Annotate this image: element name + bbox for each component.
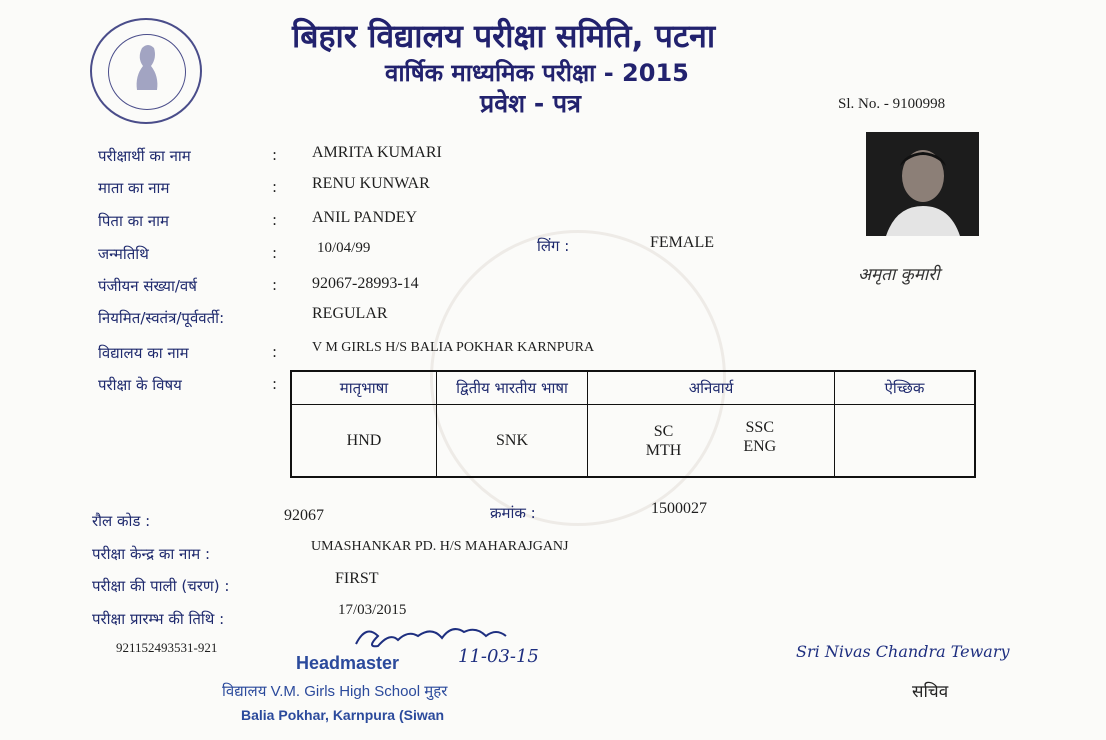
shift-value: FIRST bbox=[335, 570, 379, 587]
centre-name: UMASHANKAR PD. H/S MAHARAJGANJ bbox=[311, 539, 569, 554]
secretary-signature: Sri Nivas Chandra Tewary bbox=[796, 642, 1010, 661]
roll-code: 92067 bbox=[284, 507, 324, 524]
category-label: नियमित/स्वतंत्र/पूर्ववर्ती: bbox=[98, 309, 225, 327]
subject-code: SSC bbox=[745, 418, 774, 436]
gender-label: लिंग : bbox=[537, 237, 570, 255]
header-optional: ऐच्छिक bbox=[835, 371, 976, 405]
subjects-table bbox=[290, 370, 976, 478]
compulsory-cell bbox=[588, 405, 835, 478]
candidate-signature: अमृता कुमारी bbox=[858, 265, 940, 285]
shift-label: परीक्षा की पाली (चरण) : bbox=[92, 577, 230, 595]
signature-date: 11-03-15 bbox=[458, 646, 539, 667]
candidate-photo bbox=[866, 132, 979, 236]
father-name-label: पिता का नाम bbox=[98, 212, 169, 230]
father-name: ANIL PANDEY bbox=[312, 209, 418, 226]
header-compulsory: अनिवार्य bbox=[588, 371, 835, 405]
candidate-name: AMRITA KUMARI bbox=[312, 144, 442, 161]
serial-no-label: क्रमांक : bbox=[490, 504, 536, 522]
start-date-label: परीक्षा प्रारम्भ की तिथि : bbox=[92, 610, 225, 628]
roll-code-label: रौल कोड : bbox=[92, 512, 151, 530]
subject-code: ENG bbox=[743, 437, 777, 455]
candidate-name-label: परीक्षार्थी का नाम bbox=[98, 147, 191, 165]
subjects-label: परीक्षा के विषय bbox=[98, 376, 182, 394]
dob-label: जन्मतिथि bbox=[98, 245, 149, 263]
subject-code: SC bbox=[653, 422, 674, 440]
serial-number: Sl. No. - 9100998 bbox=[838, 96, 946, 112]
header-second-language: द्वितीय भारतीय भाषा bbox=[437, 371, 588, 405]
category-value: REGULAR bbox=[312, 305, 388, 322]
board-title: बिहार विद्यालय परीक्षा समिति, पटना bbox=[292, 17, 716, 55]
header-mother-tongue: मातृभाषा bbox=[291, 371, 437, 405]
school-name: V M GIRLS H/S BALIA POKHAR KARNPURA bbox=[312, 340, 595, 355]
stamp-line-1: विद्यालय V.M. Girls High School मुहर bbox=[222, 683, 448, 700]
stamp-line-2: Balia Pokhar, Karnpura (Siwan bbox=[241, 707, 445, 723]
gender-value: FEMALE bbox=[650, 234, 714, 251]
second-language-cell: SNK bbox=[437, 405, 588, 478]
mother-name: RENU KUNWAR bbox=[312, 175, 430, 192]
board-seal-logo bbox=[90, 18, 202, 124]
mother-tongue-cell: HND bbox=[291, 405, 437, 478]
exam-title: वार्षिक माध्यमिक परीक्षा - 2015 bbox=[385, 59, 689, 87]
serial-no: 1500027 bbox=[651, 500, 707, 517]
registration-number: 92067-28993-14 bbox=[312, 275, 419, 292]
document-type: प्रवेश - पत्र bbox=[480, 89, 581, 118]
subject-code: MTH bbox=[645, 441, 682, 459]
start-date: 17/03/2015 bbox=[338, 602, 407, 618]
secretary-label: सचिव bbox=[912, 682, 949, 702]
barcode-number: 921152493531-921 bbox=[116, 640, 218, 655]
centre-label: परीक्षा केन्द्र का नाम : bbox=[92, 545, 211, 563]
dob-value: 10/04/99 bbox=[317, 240, 371, 256]
stamp-title: Headmaster bbox=[296, 653, 400, 673]
optional-cell bbox=[835, 405, 976, 478]
mother-name-label: माता का नाम bbox=[98, 179, 170, 197]
school-name-label: विद्यालय का नाम bbox=[98, 344, 189, 362]
registration-label: पंजीयन संख्या/वर्ष bbox=[98, 277, 197, 295]
